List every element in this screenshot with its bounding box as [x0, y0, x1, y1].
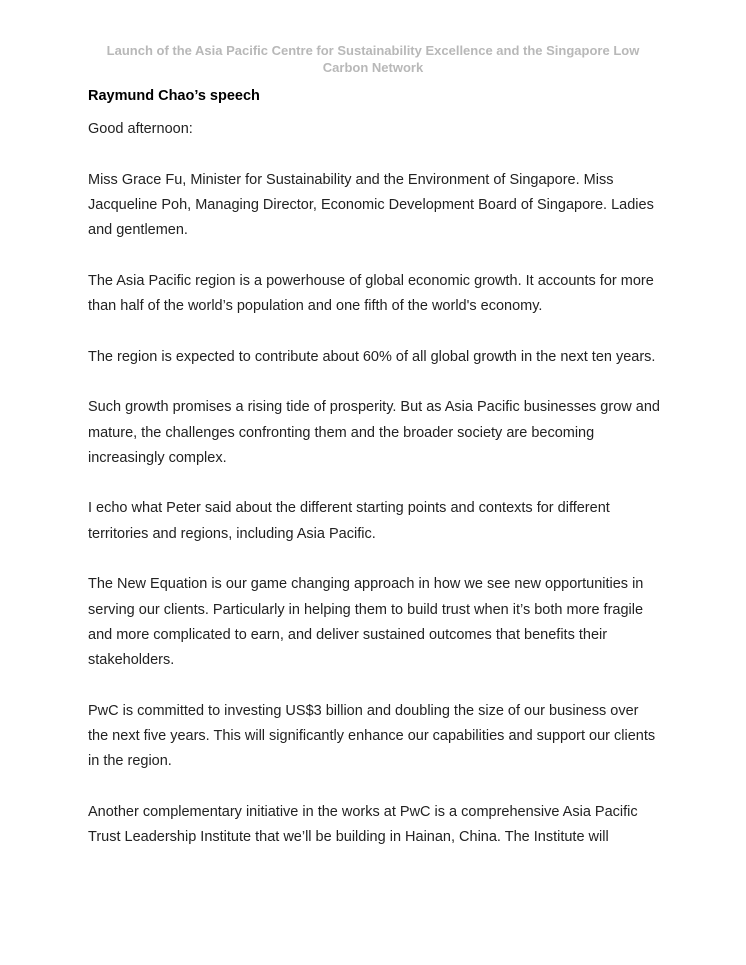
speech-title: Raymund Chao’s speech	[88, 88, 260, 104]
paragraph-prosperity: Such growth promises a rising tide of prosperity. But as Asia Pacific businesses grow and mature, the challenges confronting them and the broader society are becoming increasingly complex.	[88, 399, 660, 466]
paragraph-salutation: Miss Grace Fu, Minister for Sustainability and the Environment of Singapore. Miss Jacqueline Poh, Managing Director, Economic Development Board of Singapore. Ladies and gentlemen.	[88, 171, 654, 239]
paragraph-greeting: Good afternoon:	[88, 121, 193, 137]
header-line-1: Launch of the Asia Pacific Centre for Sustainability Excellence and the Singapore Low	[106, 43, 640, 58]
speech-body	[88, 117, 660, 876]
paragraph-new-equation: The New Equation is our game changing approach in how we see new opportunities in serving our clients. Particularly in helping them to build trust when it’s both more fragile and more complicated to earn, and deliver sustained outcomes that benefits their stakeholders.	[88, 576, 644, 669]
paragraph-growth-forecast: The region is expected to contribute about 60% of all global growth in the next ten years.	[88, 348, 656, 365]
paragraph-trust-institute: Another complementary initiative in the works at PwC is a comprehensive Asia Pacific Trust Leadership Institute that we’ll be building in Hainan, China. The Institute will	[88, 804, 638, 846]
paragraph-starting-points: I echo what Peter said about the different starting points and contexts for different territories and regions, including Asia Pacific.	[88, 500, 610, 542]
document-header	[88, 42, 658, 76]
header-line-2: Carbon Network	[322, 60, 424, 75]
paragraph-investment: PwC is committed to investing US$3 billion and doubling the size of our business over the next five years. This will significantly enhance our capabilities and support our clients in the region.	[88, 702, 656, 770]
paragraph-region-growth: The Asia Pacific region is a powerhouse of global economic growth. It accounts for more than half of the world’s population and one fifth of the world's economy.	[88, 272, 654, 315]
